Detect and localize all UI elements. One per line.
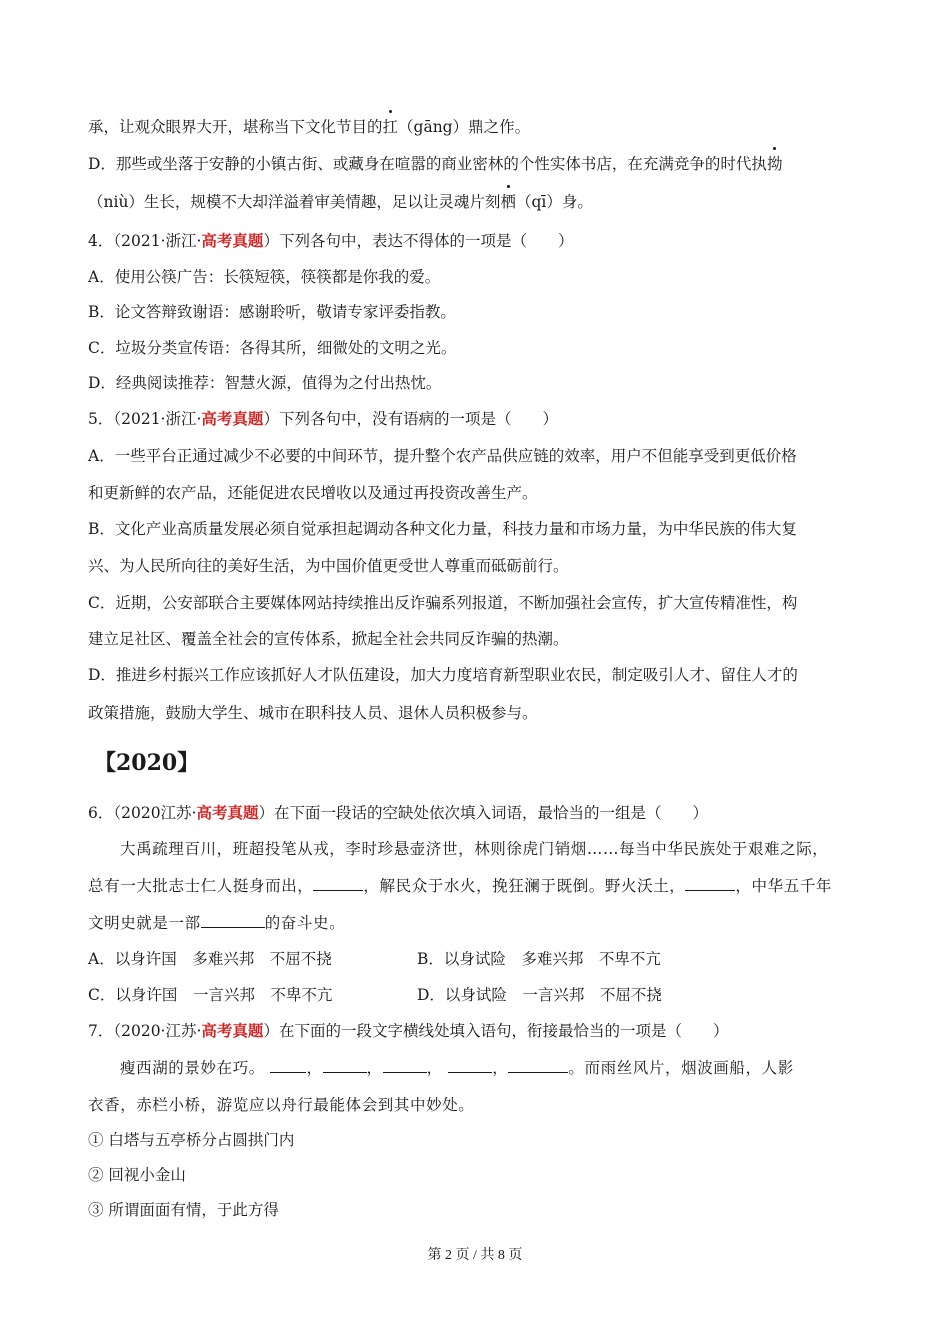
option-a-line2: 和更新鲜的农产品，还能促进农民增收以及通过再投资改善生产。 <box>88 484 538 502</box>
text: 瘦西湖的景妙在巧。 <box>120 1059 265 1077</box>
q-number: 4．（2021·浙江· <box>88 232 202 250</box>
q-stem: ）在下面的一段文字横线处填入语句，衔接最恰当的一项是（ ） <box>263 1022 729 1040</box>
text: ，解民众于水火，挽狂澜于既倒。野火沃土， <box>363 877 686 895</box>
statement-1: ① 白塔与五亭桥分占圆拱门内 <box>88 1131 295 1149</box>
option-d: D．以身试险 一言兴邦 不屈不挠 <box>417 986 662 1004</box>
option-b-line2: 兴、为人民所向往的美好生活，为中国价值更受世人尊重而砥砺前行。 <box>88 557 569 575</box>
option-c-line2: 建立足社区、覆盖全社会的宣传体系，掀起全社会共同反诈骗的热潮。 <box>88 630 569 648</box>
text: 文明史就是一部 <box>88 914 201 932</box>
q-number: 5．（2021·浙江· <box>88 410 202 428</box>
blank <box>448 1058 492 1073</box>
text: 总有一大批志士仁人挺身而出， <box>88 877 314 895</box>
q-number: 6．（2020江苏· <box>88 804 197 822</box>
option-c: C．垃圾分类宣传语：各得其所，细微处的文明之光。 <box>88 339 457 357</box>
options-row <box>88 948 858 970</box>
text-line <box>88 116 858 138</box>
question-6 <box>88 802 858 824</box>
statement-3: ③ 所谓面面有情，于此方得 <box>88 1201 279 1219</box>
exam-tag: 高考真题 <box>201 231 264 250</box>
text-line <box>88 153 858 175</box>
passage-line <box>88 875 858 897</box>
exam-tag: 高考真题 <box>201 409 264 428</box>
blank <box>201 913 265 928</box>
blank <box>313 876 363 891</box>
dotted-char: 栖 <box>500 193 516 211</box>
text: 的奋斗史。 <box>264 914 346 932</box>
option-a: A．使用公筷广告：长筷短筷，筷筷都是你我的爱。 <box>88 268 441 286</box>
question-4 <box>88 230 858 252</box>
text: ，中华五千年 <box>735 877 833 895</box>
exam-tag: 高考真题 <box>196 803 259 822</box>
blank <box>508 1058 568 1073</box>
option-d-line2: 政策措施，鼓励大学生、城市在职科技人员、退休人员积极参与。 <box>88 704 538 722</box>
question-7 <box>88 1020 858 1042</box>
passage-line <box>88 912 858 934</box>
question-5 <box>88 408 858 430</box>
passage-line: 衣香，赤栏小桥，游览应以舟行最能体会到其中妙处。 <box>88 1096 475 1114</box>
option-c: C．以身许国 一言兴邦 不卑不亢 <box>88 986 333 1004</box>
passage-line: 大禹疏理百川，班超投笔从戎，李时珍悬壶济世，林则徐虎门销烟……每当中华民族处于艰难之际， <box>120 840 829 858</box>
text: D．那些或坐落于安静的小镇古街、或藏身在喧嚣的商业密林的个性实体书店，在充满竞争的时代执 <box>88 155 767 173</box>
option-d: D．经典阅读推荐：智慧火源，值得为之付出热忱。 <box>88 374 442 392</box>
text: 。而雨丝风片，烟波画船，人影 <box>568 1059 794 1077</box>
text: （gāng）鼎之作。 <box>398 118 531 136</box>
blank <box>323 1058 367 1073</box>
page-footer: 第 2 页 / 共 8 页 <box>427 1248 523 1263</box>
passage-line: 瘦西湖的景妙在巧。 ， ， ， ， 。而雨丝风片，烟波画船，人影 <box>120 1059 794 1077</box>
exam-tag: 高考真题 <box>201 1021 264 1040</box>
q-number: 7．（2020·江苏· <box>88 1022 202 1040</box>
blank <box>383 1058 427 1073</box>
blank <box>685 876 735 891</box>
text-line <box>88 191 858 213</box>
option-a-line1: A．一些平台正通过减少不必要的中间环节，提升整个农产品供应链的效率，用户不但能享受到更低价格 <box>88 447 797 465</box>
option-b: B．论文答辩致谢语：感谢聆听，敬请专家评委指教。 <box>88 303 456 321</box>
text: （niù）生长，规模不大却洋溢着审美情趣，足以让灵魂片刻 <box>88 193 501 211</box>
option-b-line1: B．文化产业高质量发展必须自觉承担起调动各种文化力量，科技力量和市场力量，为中华民族的伟大复 <box>88 520 797 538</box>
text: 承，让观众眼界大开，堪称当下文化节目的 <box>88 118 383 136</box>
q-stem: ）在下面一段话的空缺处依次填入词语，最恰当的一组是（ ） <box>258 804 709 822</box>
dotted-char: 拗 <box>766 155 783 173</box>
statement-2: ② 回视小金山 <box>88 1166 186 1184</box>
q-stem: ）下列各句中，表达不得体的一项是（ ） <box>263 232 574 250</box>
option-b: B．以身试险 多难兴邦 不卑不亢 <box>417 950 661 968</box>
dotted-char: 扛 <box>382 118 399 136</box>
option-d-line1: D．推进乡村振兴工作应该抓好人才队伍建设，加大力度培育新型职业农民，制定吸引人才、留住人才的 <box>88 666 798 684</box>
text: （qī）身。 <box>515 193 593 211</box>
option-a: A．以身许国 多难兴邦 不屈不挠 <box>88 950 332 968</box>
year-heading: 【2020】 <box>94 750 200 776</box>
blank <box>270 1058 306 1073</box>
q-stem: ）下列各句中，没有语病的一项是（ ） <box>263 410 558 428</box>
option-c-line1: C．近期，公安部联合主要媒体网站持续推出反诈骗系列报道，不断加强社会宣传，扩大宣传精准性，构 <box>88 594 798 612</box>
options-row <box>88 984 858 1006</box>
